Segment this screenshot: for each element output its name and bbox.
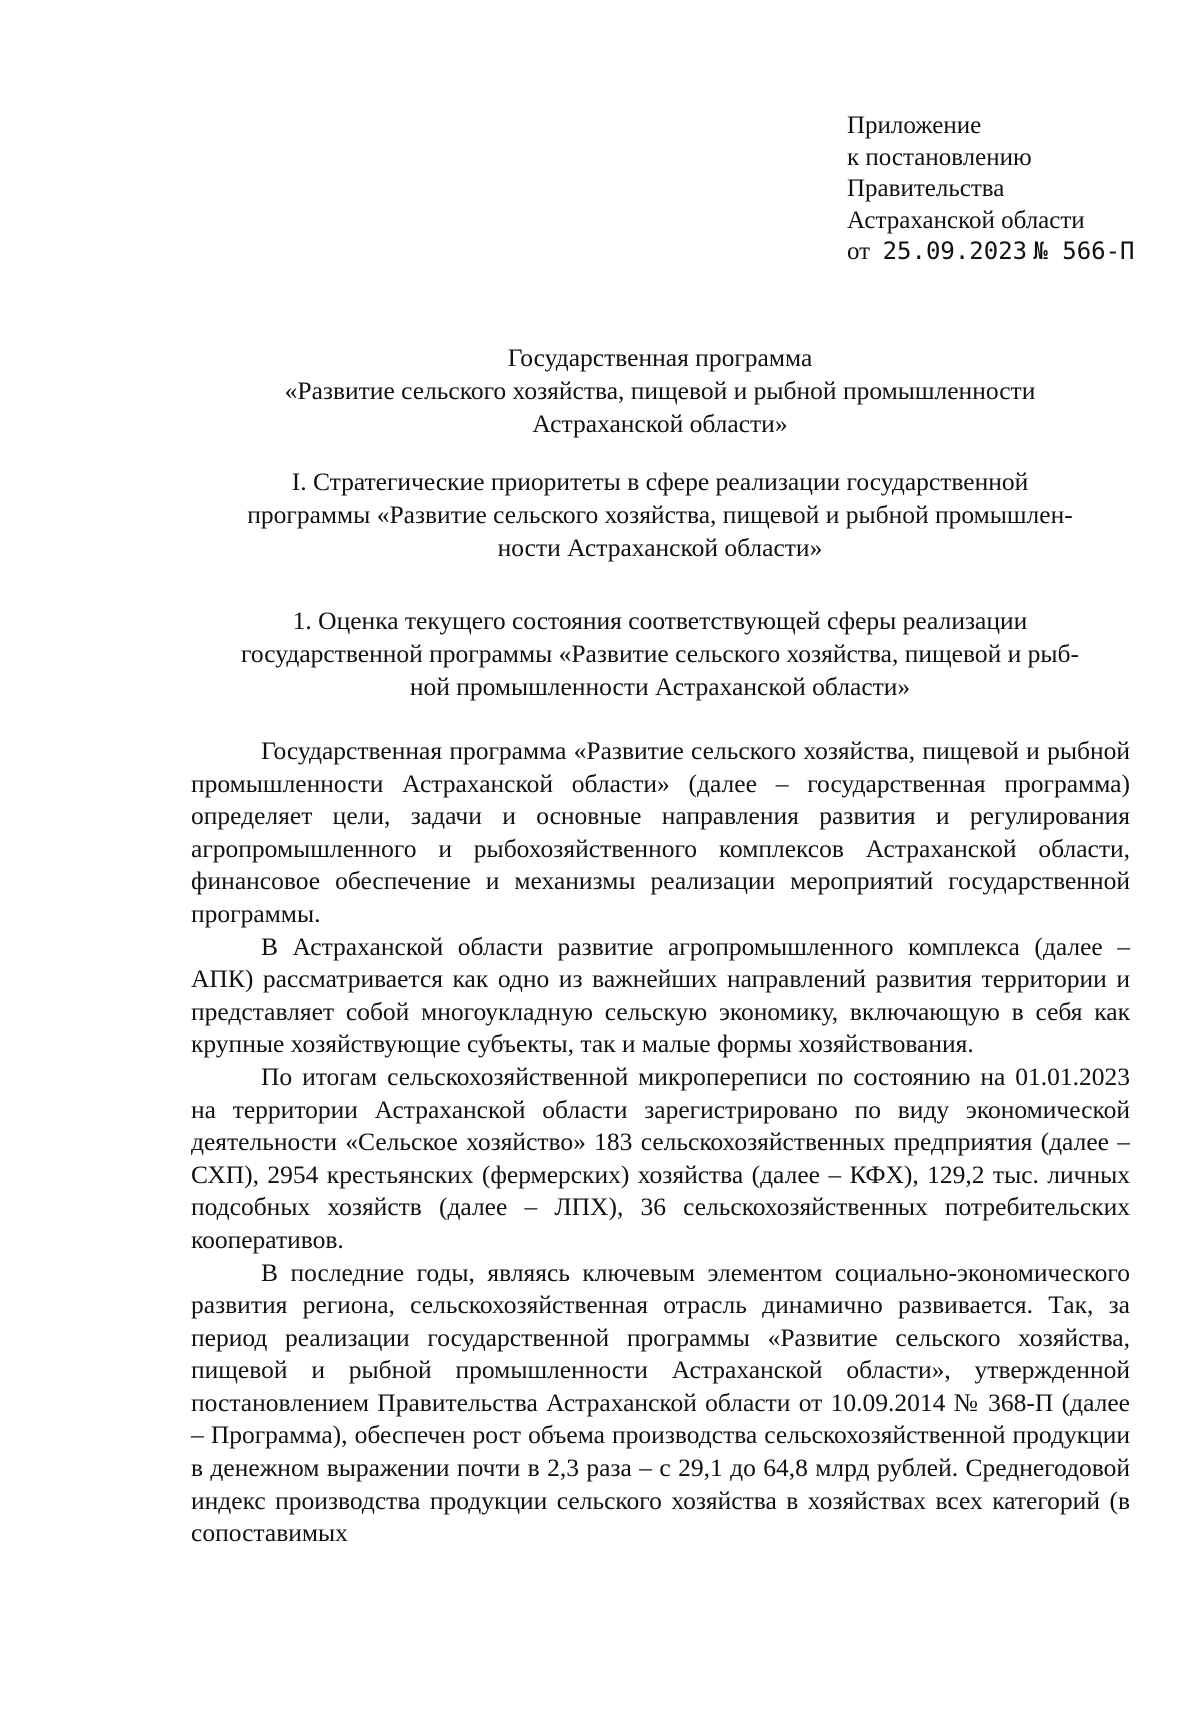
- program-title-line-2: «Развитие сельского хозяйства, пищевой и рыбной промышленности: [284, 376, 1036, 405]
- appendix-line-1: Приложение: [847, 112, 982, 139]
- program-title-line-3: Астраханской области»: [532, 409, 788, 438]
- paragraph-1: Государственная программа «Развитие сельского хозяйства, пищевой и рыбной промышленности Астраханской области» (далее – государственная программа) определяет цели, задачи и основные направления развития и регулирования агропромышленного и рыбохозяйственного комплексов Астраханской области, финансовое обеспечение и механизмы реализации мероприятий государственной программы.: [191, 736, 1130, 928]
- subsection-heading-line-3: ной промышленности Астраханской области»: [409, 672, 911, 701]
- appendix-number: № 566-П: [1033, 237, 1135, 265]
- appendix-date: 25.09.2023: [882, 237, 1028, 265]
- body-text: [191, 735, 1130, 1550]
- appendix-line-2: к постановлению: [847, 143, 1032, 171]
- subsection-heading-line-2: государственной программы «Развитие сельского хозяйства, пищевой и рыб-: [241, 639, 1079, 668]
- section-heading-line-2: программы «Развитие сельского хозяйства, пищевой и рыбной промышлен-: [247, 500, 1073, 529]
- appendix-date-row: [847, 236, 1135, 268]
- section-heading-line-3: ности Астраханской области»: [497, 533, 823, 562]
- paragraph-3: По итогам сельскохозяйственной микропереписи по состоянию на 01.01.2023 на территории Астраханской области зарегистрировано по виду экономической деятельности «Сельское хозяйство» 183 сельскохозяйственных предприятия (далее – СХП), 2954 крестьянских (фермерских) хозяйства (далее – КФХ), 129,2 тыс. личных подсобных хозяйств (далее – ЛПХ), 36 сельскохозяйственных потребительских кооперативов.: [191, 1061, 1130, 1254]
- appendix-line-3: Правительства: [847, 175, 1005, 202]
- appendix-from-label: от: [847, 238, 871, 265]
- appendix-header: [847, 110, 1135, 268]
- subsection-heading: [195, 604, 1125, 703]
- section-heading-line-1: I. Стратегические приоритеты в сфере реализации государственной: [291, 467, 1029, 496]
- paragraph-2: В Астраханской области развитие агропромышленного комплекса (далее – АПК) рассматривается как одно из важнейших направлений развития территории и представляет собой многоукладную сельскую экономику, включающую в себя как крупные хозяйствующие субъекты, так и малые формы хозяйствования.: [191, 931, 1130, 1059]
- program-title-line-1: Государственная программа: [507, 343, 813, 372]
- paragraph-4: В последние годы, являясь ключевым элементом социально-экономического развития региона, сельскохозяйственная отрасль динамично развивается. Так, за период реализации государственной программы «Развитие сельского хозяйства, пищевой и рыбной промышленности Астраханской области», утвержденной постановлением Правительства Астраханской области от 10.09.2014 № 368-П (далее – Программа), обеспечен рост объема производства сельскохозяйственной продукции в денежном выражении почти в 2,3 раза – с 29,1 до 64,8 млрд рублей. Среднегодовой индекс производства продукции сельского хозяйства в хозяйствах всех категорий (в сопоставимых: [191, 1257, 1130, 1548]
- subsection-heading-line-1: 1. Оценка текущего состояния соответствующей сферы реализации: [292, 606, 1028, 635]
- appendix-line-4: Астраханской области: [847, 206, 1085, 234]
- program-title: [195, 341, 1125, 440]
- section-heading: [195, 465, 1125, 564]
